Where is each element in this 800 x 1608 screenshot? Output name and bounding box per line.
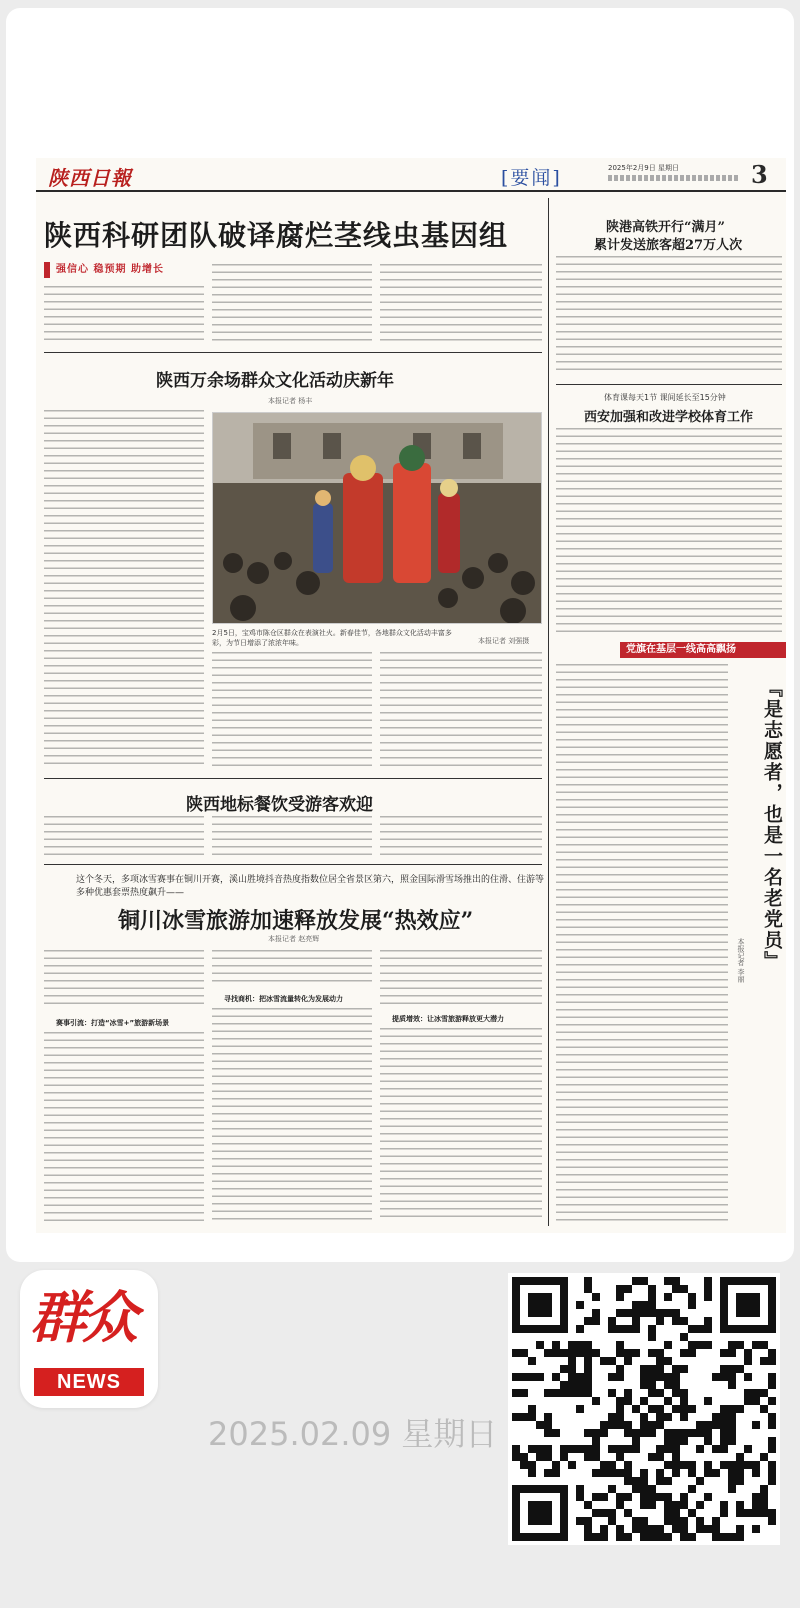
divider [556,384,782,385]
divider [44,864,542,865]
school-headline: 西安加强和改进学校体育工作 [584,410,754,425]
lead-headline: 陕西科研团队破译腐烂茎线虫基因组 [44,219,509,252]
rail-headline-2: 累计发送旅客超27万人次 [594,238,743,253]
landmark-headline: 陕西地标餐饮受游客欢迎 [186,795,373,815]
photo-caption: 2月5日，宝鸡市陈仓区群众在表演社火。新春佳节，各地群众文化活动丰富多彩，为节日增添了浓浓年味。 [212,629,452,647]
brand-name: 群众 [30,1285,134,1351]
tongchuan-kicker: 这个冬天，多项冰雪赛事在铜川开赛，溪山胜境抖音热度指数位居全省景区第六，照金国际滑雪场推出的住滑、住游等多种优惠套票热度飙升—— [76,875,545,898]
lead-body-col-2 [212,264,372,346]
lead-body-col-1 [44,286,204,346]
school-kicker: 体育课每天1节 课间延长至15分钟 [604,393,726,402]
party-byline: 本报记者 李丽 [737,938,745,983]
culture-body-col-1 [44,410,204,770]
newspaper-card [6,8,794,1262]
qr-code-icon[interactable] [508,1273,780,1545]
divider [44,778,542,779]
landmark-body-col-1 [44,816,204,858]
landmark-body-col-2 [212,816,372,858]
tongchuan-body-col-2a [212,950,372,986]
column-rule [548,198,549,1226]
brand-news-label: NEWS [34,1368,144,1396]
tongchuan-body-col-3a [380,950,542,1008]
party-section-label: 党旗在基层一线高高飘扬 [620,642,786,658]
masthead-date: 2025年2月9日 星期日 [608,164,679,172]
culture-byline: 本报记者 杨丰 [268,397,313,405]
tongchuan-body-col-1b [44,1032,204,1222]
tongchuan-subhead-1: 赛事引流：打造“冰雪+”旅游新场景 [56,1019,170,1027]
tongchuan-subhead-2: 寻找商机：把冰雪流量转化为发展动力 [224,995,343,1003]
rail-headline-1: 陕港高铁开行“满月” [606,220,725,235]
party-vertical-headline: 『是志愿者，也是一名老党员』 [761,678,783,972]
tongchuan-headline: 铜川冰雪旅游加速释放发展“热效应” [118,908,474,934]
tongchuan-body-col-3b [380,1028,542,1222]
masthead [36,158,786,192]
culture-headline: 陕西万余场群众文化活动庆新年 [156,371,394,391]
section-label: [要闻] [501,167,562,189]
school-body [556,428,782,632]
shehuo-image [213,413,542,624]
tongchuan-body-col-1a [44,950,204,1010]
qunzhong-news-logo[interactable] [20,1270,158,1408]
qr-code-graphic [508,1273,780,1545]
photo-credit: 本报记者 刘强摄 [478,637,530,645]
party-body [556,664,728,1222]
edition-date: 2025.02.09 星期日 [208,1415,498,1453]
landmark-body-col-3 [380,816,542,858]
newspaper-page[interactable] [36,158,786,1233]
lead-body-col-3 [380,264,542,346]
tongchuan-subhead-3: 提质增效：让冰雪旅游释放更大潜力 [392,1015,504,1023]
shehuo-photo[interactable] [212,412,542,624]
tongchuan-byline: 本报记者 赵亮辉 [268,935,320,943]
divider [44,352,542,353]
culture-body-col-3 [380,652,542,770]
tongchuan-body-col-2b [212,1008,372,1222]
page-number: 3 [751,160,768,189]
rail-body [556,256,782,376]
culture-body-col-2 [212,652,372,770]
masthead-subline [608,175,738,181]
masthead-logo: 陕西日報 [48,166,132,190]
slogan-banner: 强信心 稳预期 助增长 [44,262,204,278]
